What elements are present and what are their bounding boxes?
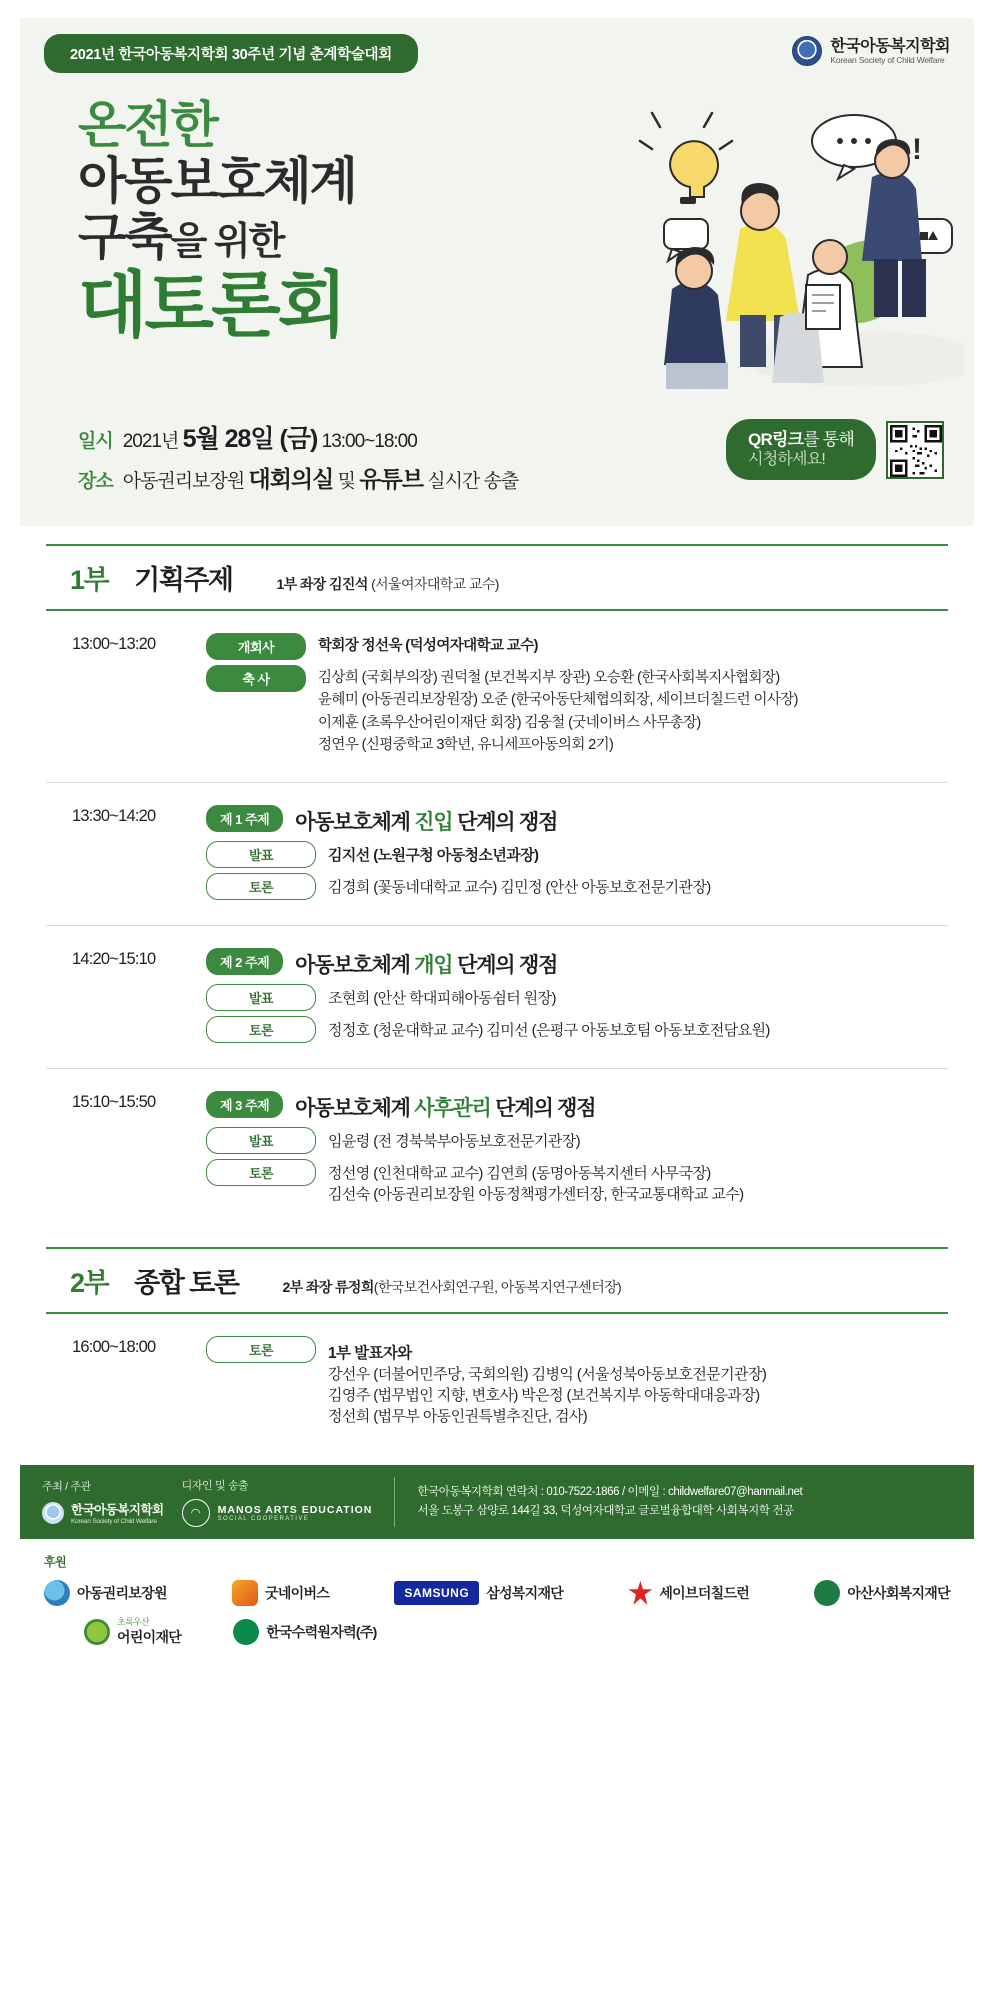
session-time: 14:20~15:10 bbox=[72, 949, 156, 968]
place-label: 장소 bbox=[78, 471, 113, 492]
row-tag: 축 사 bbox=[206, 665, 306, 692]
speaker-line: 김영주 (법무법인 지향, 변호사) 박은정 (보건복지부 아동학대대응과장) bbox=[328, 1386, 760, 1404]
contact-line-1: 한국아동복지학회 연락처 : 010-7522-1866 / 이메일 : childwelfare07@hanmail.net bbox=[417, 1485, 803, 1498]
ncrc-logo-icon bbox=[44, 1580, 70, 1606]
sponsor-name: 아동권리보장원 bbox=[77, 1584, 167, 1601]
host-emblem-icon bbox=[42, 1502, 64, 1524]
session-block bbox=[46, 1314, 948, 1451]
qr-line2: 시청하세요! bbox=[748, 451, 825, 469]
speaker-line: 이제훈 (초록우산어린이재단 회장) 김웅철 (굿네이버스 사무총장) bbox=[318, 714, 701, 731]
row-tag: 개회사 bbox=[206, 633, 306, 660]
qr-code[interactable] bbox=[886, 421, 944, 479]
sponsor-row-2 bbox=[44, 1618, 950, 1647]
topic-title: 아동보호체계 사후관리 단계의 쟁점 bbox=[295, 1096, 596, 1120]
society-logo bbox=[792, 34, 950, 66]
row-text: 임윤령 (전 경북북부아동보호전문기관장) bbox=[328, 1132, 581, 1150]
speaker-line: 정선영 (인천대학교 교수) 김연희 (동명아동복지센터 사무국장) bbox=[328, 1164, 711, 1182]
part2-number: 2부 bbox=[70, 1267, 109, 1298]
session-time: 15:10~15:50 bbox=[72, 1092, 156, 1111]
topic-row bbox=[206, 1091, 948, 1122]
session-row bbox=[206, 1127, 948, 1154]
row-tag: 토론 bbox=[206, 1336, 316, 1363]
topic-tag: 제 2 주제 bbox=[206, 948, 283, 975]
sponsor-label: 후원 bbox=[44, 1554, 67, 1569]
society-name-kr: 한국아동복지학회 bbox=[830, 38, 950, 56]
footer-bar bbox=[20, 1465, 974, 1539]
part2-header bbox=[46, 1247, 948, 1314]
sponsor-item bbox=[628, 1581, 749, 1605]
program-part2 bbox=[20, 1247, 974, 1451]
session-row bbox=[206, 1159, 948, 1204]
sponsor-item bbox=[44, 1580, 167, 1606]
place-value: 아동권리보장원 대회의실 및 유튜브 실시간 송출 bbox=[122, 466, 519, 492]
session-row bbox=[206, 633, 948, 660]
session-row bbox=[206, 873, 948, 900]
qr-line1-bold: QR링크 bbox=[748, 430, 804, 449]
sponsor-item bbox=[233, 1619, 377, 1645]
session-block bbox=[46, 1069, 948, 1229]
footer-design bbox=[182, 1477, 373, 1527]
host-label: 주최 / 주관 bbox=[42, 1481, 91, 1494]
event-ribbon: 2021년 한국아동복지학회 30주년 기념 춘계학술대회 bbox=[44, 34, 418, 73]
speaker-line: 김상희 (국회부의장) 권덕철 (보건복지부 장관) 오승환 (한국사회복지사협회장) bbox=[318, 670, 780, 686]
sponsor-item bbox=[232, 1580, 329, 1606]
svg-text:!: ! bbox=[912, 133, 922, 166]
row-tag: 발표 bbox=[206, 984, 316, 1011]
event-place-row bbox=[78, 461, 518, 494]
row-tag: 토론 bbox=[206, 1016, 316, 1043]
samsung-wordmark: SAMSUNG bbox=[394, 1581, 479, 1605]
topic-tag: 제 1 주제 bbox=[206, 805, 283, 832]
program-part1 bbox=[20, 544, 974, 1229]
speaker-line: 윤혜미 (아동권리보장원장) 오준 (한국아동단체협의회장, 세이브더칠드런 이사장) bbox=[318, 692, 798, 709]
sponsor-name: 한국수력원자력(주) bbox=[266, 1624, 377, 1641]
event-info bbox=[20, 413, 974, 526]
topic-title: 아동보호체계 개입 단계의 쟁점 bbox=[295, 953, 558, 977]
host-name-en: Korean Society of Child Welfare bbox=[71, 1518, 157, 1526]
row-tag: 발표 bbox=[206, 1127, 316, 1154]
session-block bbox=[46, 926, 948, 1069]
design-label: 디자인 및 송출 bbox=[181, 1479, 249, 1492]
design-sub: SOCIAL COOPERATIVE bbox=[217, 1515, 310, 1522]
poster-title bbox=[44, 83, 356, 413]
session-block bbox=[46, 783, 948, 926]
session-block bbox=[46, 611, 948, 783]
title-line-2: 아동보호체계 bbox=[78, 153, 356, 209]
session-row bbox=[206, 841, 948, 868]
row-text: 김지선 (노원구청 아동청소년과장) bbox=[328, 846, 539, 864]
row-tag: 토론 bbox=[206, 873, 316, 900]
illustration-people bbox=[544, 99, 964, 399]
date-label: 일시 bbox=[78, 431, 113, 452]
speaker-line: 강선우 (더불어민주당, 국회의원) 김병익 (서울성북아동보호전문기관장) bbox=[328, 1365, 767, 1383]
hero-body bbox=[20, 77, 974, 413]
session-row bbox=[206, 665, 948, 757]
childfund-logo-icon bbox=[84, 1619, 110, 1645]
sponsor-name: 어린이재단 bbox=[117, 1628, 182, 1645]
row-text bbox=[318, 665, 798, 757]
footer-divider bbox=[394, 1477, 395, 1527]
qr-callout bbox=[726, 419, 876, 480]
speaker-line: 김선숙 (아동권리보장원 아동정책평가센터장, 한국교통대학교 교수) bbox=[328, 1185, 744, 1203]
society-emblem-icon bbox=[792, 36, 822, 66]
part1-number: 1부 bbox=[70, 565, 109, 595]
hero-topbar bbox=[20, 18, 974, 77]
sponsor-name-top: 초록우산 bbox=[117, 1616, 149, 1627]
speaker-line: 정선희 (법무부 아동인권특별추진단, 검사) bbox=[328, 1407, 588, 1425]
session-row bbox=[206, 984, 948, 1011]
society-name-en: Korean Society of Child Welfare bbox=[830, 54, 945, 65]
sponsor-item bbox=[394, 1581, 563, 1605]
host-name-kr: 한국아동복지학회 bbox=[71, 1503, 164, 1518]
sponsor-item bbox=[814, 1580, 950, 1606]
row-tag: 토론 bbox=[206, 1159, 316, 1186]
sponsor-row-1 bbox=[44, 1580, 950, 1606]
session-row bbox=[206, 1336, 948, 1426]
footer-host bbox=[42, 1478, 164, 1525]
khnp-logo-icon bbox=[233, 1619, 259, 1645]
sponsor-section bbox=[20, 1539, 974, 1681]
topic-row bbox=[206, 805, 948, 836]
row-tag: 발표 bbox=[206, 841, 316, 868]
manos-logo-icon: ◠ bbox=[182, 1499, 210, 1527]
session-time: 13:00~13:20 bbox=[72, 635, 156, 653]
title-line-1: 온전한 bbox=[78, 97, 217, 153]
session-time: 16:00~18:00 bbox=[72, 1337, 156, 1356]
sponsor-name: 굿네이버스 bbox=[265, 1584, 330, 1601]
topic-tag: 제 3 주제 bbox=[206, 1091, 283, 1118]
sponsor-name: 아산사회복지재단 bbox=[847, 1584, 950, 1601]
row-text: 학회장 정선욱 (덕성여자대학교 교수) bbox=[318, 638, 538, 654]
part1-header bbox=[46, 544, 948, 611]
topic-row bbox=[206, 948, 948, 979]
speaker-line: 정연우 (신평중학교 3학년, 유니세프아동의회 2기) bbox=[318, 737, 614, 754]
event-date-row bbox=[78, 419, 518, 455]
sponsor-name: 세이브더칠드런 bbox=[659, 1584, 750, 1601]
row-text: 조현희 (안산 학대피해아동쉼터 원장) bbox=[328, 989, 556, 1007]
part1-chair: 1부 좌장 김진석 (서울여자대학교 교수) bbox=[276, 576, 499, 592]
date-value: 2021년 5월 28일 (금) 13:00~18:00 bbox=[122, 425, 417, 453]
topic-title: 아동보호체계 진입 단계의 쟁점 bbox=[295, 810, 558, 834]
savethechildren-logo-icon bbox=[628, 1581, 652, 1605]
row-text bbox=[328, 1159, 744, 1204]
title-line-4: 대토론회 bbox=[78, 266, 345, 346]
design-name: MANOS ARTS EDUCATION bbox=[217, 1503, 373, 1516]
session-row bbox=[206, 1016, 948, 1043]
hero-section bbox=[20, 18, 974, 526]
goodneighbors-logo-icon bbox=[232, 1580, 258, 1606]
asan-logo-icon bbox=[814, 1580, 840, 1606]
row-text: 김경희 (꽃동네대학교 교수) 김민정 (안산 아동보호전문기관장) bbox=[328, 878, 711, 896]
sponsor-item bbox=[84, 1618, 181, 1647]
sponsor-name: 삼성복지재단 bbox=[486, 1584, 564, 1601]
contact-line-2: 서울 도봉구 삼양로 144길 33, 덕성여자대학교 글로벌융합대학 사회복지학 전공 bbox=[417, 1504, 794, 1517]
qr-link-area[interactable] bbox=[726, 419, 944, 480]
qr-line1-rest: 를 통해 bbox=[803, 430, 854, 449]
row-text: 정정호 (청운대학교 교수) 김미선 (은평구 아동보호팀 아동보호전담요원) bbox=[328, 1021, 770, 1039]
discussion-title: 1부 발표자와 bbox=[328, 1344, 412, 1362]
footer-contact bbox=[417, 1483, 802, 1521]
row-text bbox=[328, 1336, 766, 1426]
part1-name: 기획주제 bbox=[134, 565, 233, 595]
part2-name: 종합 토론 bbox=[134, 1267, 239, 1298]
session-time: 13:30~14:20 bbox=[72, 806, 156, 825]
title-line-3: 구축을 위한 bbox=[78, 209, 284, 265]
part2-chair: 2부 좌장 류정희(한국보건사회연구원, 아동복지연구센터장) bbox=[282, 1278, 622, 1295]
